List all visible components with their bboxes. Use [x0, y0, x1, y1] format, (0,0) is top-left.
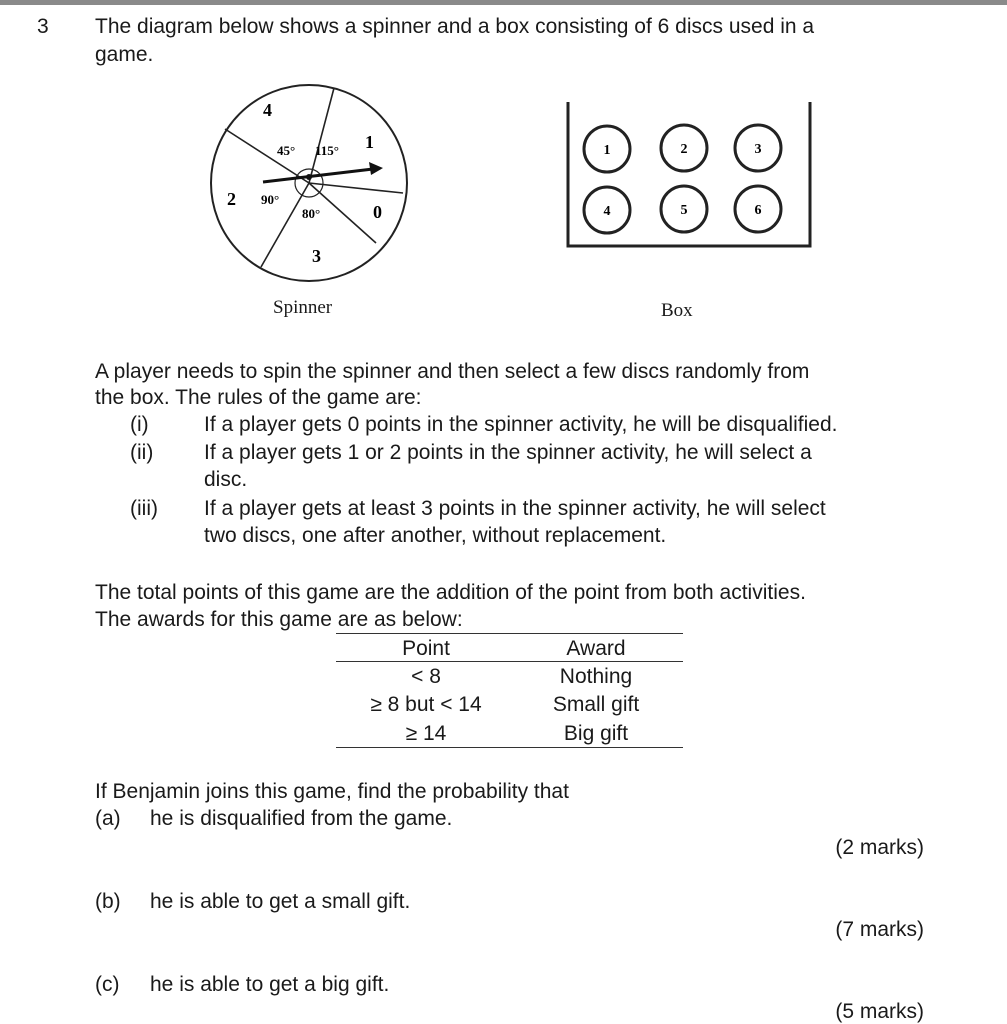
box-diagram	[560, 100, 815, 250]
part-a-marks: (2 marks)	[835, 836, 924, 859]
disc-2	[661, 125, 707, 171]
table-header-award: Award	[566, 637, 626, 660]
table-header-point: Point	[402, 637, 450, 660]
sector-label-2: 2	[227, 189, 236, 209]
angle-label-80: 80°	[302, 206, 321, 221]
rule-1-number: (i)	[130, 413, 149, 436]
disc-5	[661, 186, 707, 232]
svg-text:5: 5	[680, 203, 688, 218]
rule-1-text: If a player gets 0 points in the spinner activity, he will be disqualified.	[204, 413, 838, 436]
rules-intro-line2: the box. The rules of the game are:	[95, 386, 422, 409]
rule-3-number: (iii)	[130, 497, 158, 520]
box-caption: Box	[661, 300, 693, 321]
part-b-marks: (7 marks)	[835, 918, 924, 941]
spinner-caption: Spinner	[273, 297, 333, 318]
table-row-2-point: ≥ 8 but < 14	[370, 693, 482, 716]
rule-2-text-cont: disc.	[204, 468, 248, 491]
question-intro-line2: game.	[95, 43, 154, 66]
part-a-text: he is disqualified from the game.	[150, 807, 453, 830]
part-c-marks: (5 marks)	[835, 1000, 924, 1023]
part-b-text: he is able to get a small gift.	[150, 890, 411, 913]
question-prompt: If Benjamin joins this game, find the probability that	[95, 780, 569, 803]
part-c-label: (c)	[95, 973, 120, 996]
sector-label-0: 0	[373, 202, 382, 222]
disc-4	[584, 187, 630, 233]
rule-2-text: If a player gets 1 or 2 points in the spinner activity, he will select a	[204, 441, 812, 464]
rule-3-text-cont: two discs, one after another, without replacement.	[204, 524, 667, 547]
svg-text:6: 6	[754, 203, 762, 218]
angle-label-90: 90°	[261, 192, 280, 207]
rules-intro-line1: A player needs to spin the spinner and then select a few discs randomly from	[95, 360, 810, 383]
part-a-label: (a)	[95, 807, 121, 830]
sector-label-1: 1	[365, 132, 374, 152]
question-intro-line1: The diagram below shows a spinner and a box consisting of 6 discs used in a	[95, 15, 815, 38]
disc-3	[735, 125, 781, 171]
table-row-1-point: < 8	[411, 665, 441, 688]
table-row-3-award: Big gift	[563, 722, 629, 745]
table-row-1-award: Nothing	[559, 665, 633, 688]
sector-label-3: 3	[312, 246, 321, 266]
awards-intro-line1: The total points of this game are the addition of the point from both activities.	[95, 581, 806, 604]
disc-6	[735, 186, 781, 232]
table-row-3-point: ≥ 14	[405, 722, 447, 745]
part-c-text: he is able to get a big gift.	[150, 973, 390, 996]
awards-intro-line2: The awards for this game are as below:	[95, 608, 463, 631]
svg-text:2: 2	[680, 142, 688, 157]
top-border	[0, 0, 1007, 5]
svg-text:1: 1	[603, 143, 611, 158]
spinner-diagram	[205, 80, 415, 290]
svg-text:3: 3	[754, 142, 762, 157]
rule-3-text: If a player gets at least 3 points in the spinner activity, he will select	[204, 497, 826, 520]
sector-label-4: 4	[263, 100, 272, 120]
angle-label-45: 45°	[277, 143, 296, 158]
part-b-label: (b)	[95, 890, 121, 913]
svg-text:4: 4	[603, 204, 611, 219]
question-number: 3	[37, 15, 49, 38]
rule-2-number: (ii)	[130, 441, 154, 464]
table-row-2-award: Small gift	[552, 693, 640, 716]
angle-label-115: 115°	[315, 143, 339, 158]
disc-1	[584, 126, 630, 172]
